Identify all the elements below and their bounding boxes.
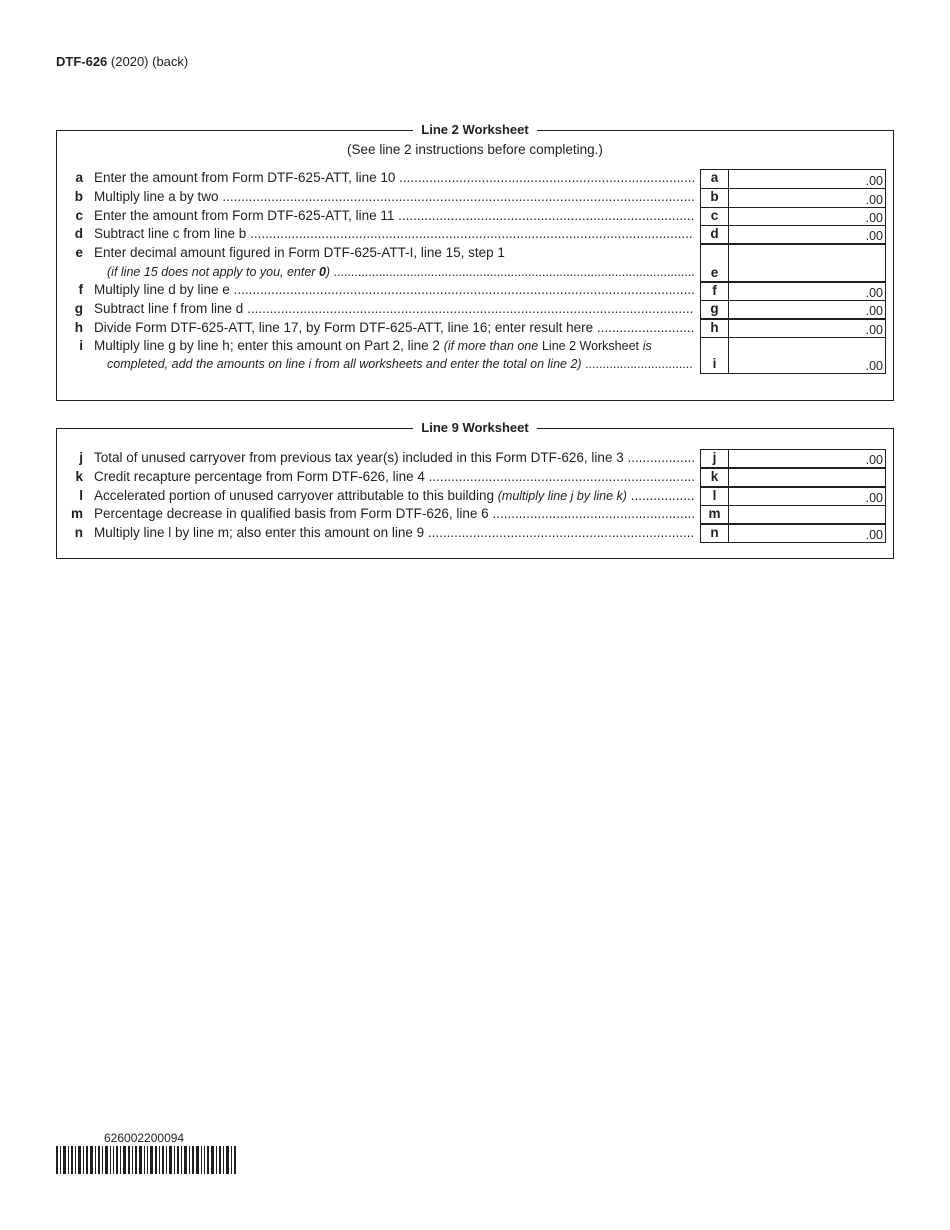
line-description: Enter the amount from Form DTF-625-ATT, line 11 .....	[94, 208, 694, 223]
line-letter: k	[75, 469, 83, 484]
box-label: j	[701, 450, 729, 467]
worksheet-title: Line 2 Worksheet	[413, 122, 536, 137]
amount-value: .00	[865, 491, 883, 505]
amount-value: .00	[865, 453, 883, 467]
amount-value: .00	[865, 229, 883, 243]
line-a-amount-field[interactable]	[700, 169, 886, 189]
line-description: Multiply line g by line h; enter this amount on Part 2, line 2 (if more than one Line 2 Worksheet is	[94, 338, 652, 353]
line-letter: h	[74, 320, 83, 335]
line-letter: i	[79, 338, 83, 353]
line-j-amount-field[interactable]	[700, 449, 886, 468]
line-description: Subtract line f from line d .....	[94, 301, 694, 316]
box-label: n	[701, 525, 729, 542]
box-label: a	[701, 170, 729, 188]
line-description: Percentage decrease in qualified basis from Form DTF-626, line 6 .....	[94, 506, 694, 521]
line-g-amount-field[interactable]	[700, 300, 886, 319]
line-description: Accelerated portion of unused carryover attributable to this building (multiply line j by line k) .....	[94, 488, 694, 503]
amount-value: .00	[865, 323, 883, 337]
barcode-image	[56, 1146, 238, 1174]
box-label: e	[701, 245, 729, 281]
line-letter: f	[78, 282, 83, 297]
line-k-percentage-field[interactable]	[700, 468, 886, 487]
box-label: i	[701, 338, 729, 373]
amount-value: .00	[865, 211, 883, 225]
form-year-page: (2020) (back)	[110, 54, 189, 69]
line-description: Divide Form DTF-625-ATT, line 17, by Form DTF-625-ATT, line 16; enter result here .....	[94, 320, 694, 335]
box-label: b	[701, 189, 729, 207]
worksheet-subtitle: (See line 2 instructions before completing.)	[347, 142, 603, 157]
barcode-number: 626002200094	[104, 1131, 185, 1145]
line-letter: b	[74, 189, 83, 204]
box-label: c	[701, 208, 729, 225]
line-description-note: (if line 15 does not apply to you, enter 0) .....	[107, 265, 694, 279]
line-letter: m	[70, 506, 83, 521]
worksheet-title: Line 9 Worksheet	[413, 420, 536, 435]
amount-value: .00	[865, 528, 883, 542]
amount-value: .00	[865, 174, 883, 188]
form-number: DTF-626	[56, 54, 108, 69]
amount-value: .00	[865, 286, 883, 300]
line-9-worksheet	[56, 420, 894, 559]
amount-value: .00	[865, 359, 883, 373]
box-label: l	[701, 488, 729, 505]
line-description: Multiply line l by line m; also enter this amount on line 9 .....	[94, 525, 694, 540]
line-description: Multiply line a by two .....	[94, 189, 694, 204]
amount-value: .00	[865, 304, 883, 318]
line-letter: n	[74, 525, 83, 540]
box-label: k	[701, 469, 729, 486]
line-l-amount-field[interactable]	[700, 487, 886, 506]
box-label: d	[701, 226, 729, 243]
box-label: h	[701, 320, 729, 337]
line-i-amount-field[interactable]	[700, 337, 886, 374]
line-letter: g	[74, 301, 83, 316]
line-letter: j	[79, 450, 83, 465]
line-letter: e	[75, 245, 83, 260]
line-description: Multiply line d by line e .....	[94, 282, 694, 297]
line-letter: a	[75, 170, 83, 185]
box-label: m	[701, 506, 729, 523]
line-description: Enter decimal amount figured in Form DTF-625-ATT-I, line 15, step 1	[94, 245, 505, 260]
line-description: Enter the amount from Form DTF-625-ATT, line 10 .....	[94, 170, 694, 185]
line-description: Total of unused carryover from previous tax year(s) included in this Form DTF-626, line 3 .....	[94, 450, 694, 465]
line-n-amount-field[interactable]	[700, 524, 886, 543]
line-c-amount-field[interactable]	[700, 207, 886, 226]
line-letter: l	[79, 488, 83, 503]
line-d-amount-field[interactable]	[700, 225, 886, 244]
box-label: f	[701, 283, 729, 300]
line-h-amount-field[interactable]	[700, 319, 886, 338]
line-letter: c	[75, 208, 83, 223]
line-e-decimal-field[interactable]	[700, 244, 886, 282]
line-description-note: completed, add the amounts on line i from all worksheets and enter the total on line 2) .....	[107, 357, 694, 371]
line-f-amount-field[interactable]	[700, 282, 886, 301]
line-m-percentage-field[interactable]	[700, 505, 886, 524]
line-b-amount-field[interactable]	[700, 188, 886, 208]
box-label: g	[701, 301, 729, 318]
amount-value: .00	[865, 193, 883, 207]
line-2-worksheet	[56, 122, 894, 401]
line-description: Subtract line c from line b .....	[94, 226, 694, 241]
line-letter: d	[74, 226, 83, 241]
line-description: Credit recapture percentage from Form DTF-626, line 4 .....	[94, 469, 694, 484]
form-identifier	[56, 54, 188, 69]
